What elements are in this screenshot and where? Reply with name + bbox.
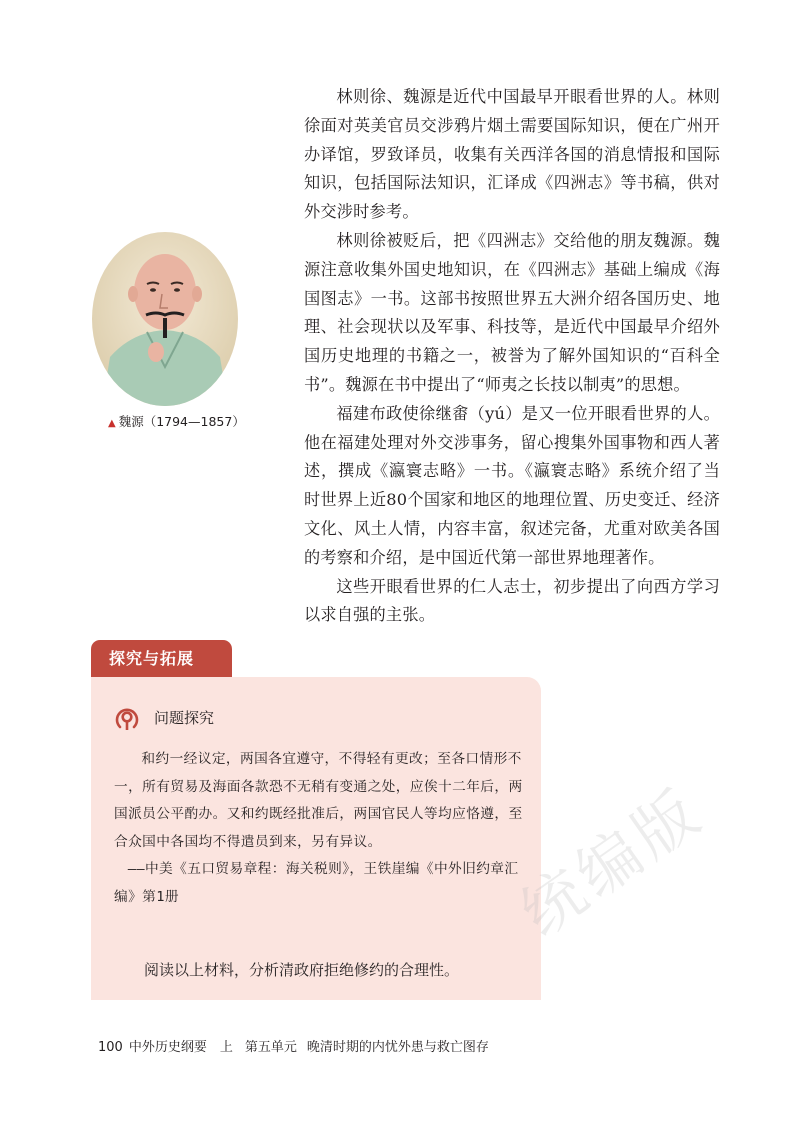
paragraph: 林则徐被贬后，把《四洲志》交给他的朋友魏源。魏源注意收集外国史地知识，在《四洲志》基础上编成《海国图志》一书。这部书按照世界五大洲介绍各国历史、地理、社会现状以及军事、科技等，是近代中国最早介绍外国历史地理的书籍之一，被誉为了解外国知识的“百科全书”。魏源在书中提出了“师夷之长技以制夷”的思想。 [304, 230, 720, 394]
task-prompt: 阅读以上材料，分析清政府拒绝修约的合理性。 [144, 961, 460, 979]
triangle-marker-icon: ▲ [108, 418, 116, 429]
source-quote [114, 746, 529, 911]
explore-tab: 探究与拓展 [91, 640, 232, 677]
paragraph: 这些开眼看世界的仁人志士，初步提出了向西方学习以求自强的主张。 [304, 576, 720, 625]
main-text [304, 83, 720, 630]
portrait-wei-yuan [92, 232, 238, 406]
section-label: 问题探究 [154, 709, 215, 727]
quote-text: 和约一经议定，两国各宜遵守，不得轻有更改；至各口情形不一，所有贸易及海面各款恐不无稍有变通之处，应俟十二年后，两国派员公平酌办。又和约既经批准后，两国官民人等均应恪遵，至合众国中各国均不得遣员到来，另有异议。 [114, 751, 523, 850]
page-footer [98, 1036, 489, 1055]
unit-title: 晚清时期的内忧外患与救亡图存 [306, 1040, 489, 1055]
quote-source: ——中美《五口贸易章程：海关税则》，王铁崖编《中外旧约章汇编》第1册 [114, 861, 519, 905]
paragraph: 福建布政使徐继畬（yú）是又一位开眼看世界的人。他在福建处理对外交涉事务，留心搜集外国事物和西人著述，撰成《瀛寰志略》一书。《瀛寰志略》系统介绍了当时世界上近80个国家和地区的地理位置、历史变迁、经济文化、风土人情，内容丰富，叙述完备，尤重对欧美各国的考察和介绍，是中国近代第一部世界地理著作。 [304, 403, 720, 567]
paragraph: 林则徐、魏源是近代中国最早开眼看世界的人。林则徐面对英美官员交涉鸦片烟土需要国际知识，便在广州开办译馆，罗致译员，收集有关西洋各国的消息情报和国际知识，包括国际法知识，汇译成《四洲志》等书稿，供对外交涉时参考。 [304, 87, 720, 222]
figure-caption: ▲ 魏源（1794—1857） [108, 414, 245, 429]
unit-label: 第五单元 [244, 1040, 297, 1055]
watermark: 统编版 [507, 773, 717, 951]
book-title: 中外历史纲要 上 [128, 1040, 233, 1055]
page-number: 100 [98, 1040, 123, 1055]
question-explore-icon [114, 706, 140, 732]
